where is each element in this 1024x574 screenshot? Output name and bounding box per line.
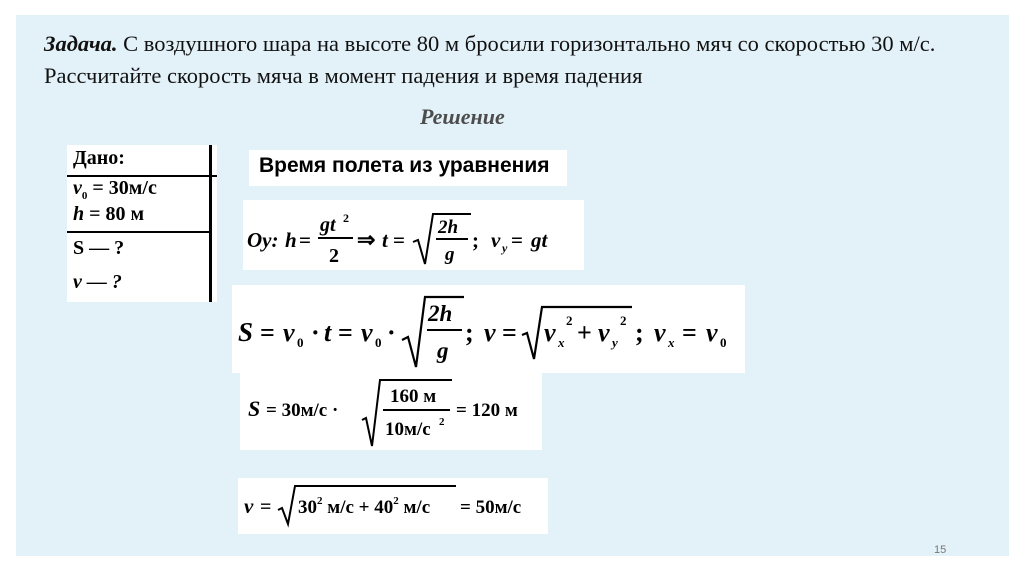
v0-symbol: v xyxy=(73,177,82,199)
eq2-y: y xyxy=(612,335,618,350)
equation-s-value xyxy=(240,372,542,450)
equation-oy xyxy=(243,200,584,270)
eq4-unit-b: м/с xyxy=(398,497,431,518)
eq1-vy: v xyxy=(491,228,501,252)
page-number: 15 xyxy=(934,544,947,556)
eq1-t: t xyxy=(382,228,388,252)
h-symbol: h xyxy=(73,203,85,225)
task-label: Задача. xyxy=(44,31,118,56)
eq1-eq3: = xyxy=(511,228,523,252)
eq1-sup: 2 xyxy=(343,211,349,225)
eq2-v: v xyxy=(484,318,496,347)
solution-heading: Решение xyxy=(420,104,505,129)
eq2-eq4: = xyxy=(682,318,697,347)
eq1-vy-sub: y xyxy=(502,241,508,255)
eq2-v0: v xyxy=(283,318,295,347)
eq1-rad-num: 2h xyxy=(438,217,459,238)
eq3-rhs: = 120 м xyxy=(456,400,518,421)
h-value: = 80 м xyxy=(89,203,145,225)
equation-oy-svg xyxy=(243,200,584,270)
eq1-num: gt xyxy=(320,214,336,236)
equation-s-value-svg xyxy=(240,372,542,450)
eq2-eq: = xyxy=(260,318,275,347)
eq2-dot2: · xyxy=(387,318,396,347)
eq1-den: 2 xyxy=(329,245,339,267)
eq2-s: S xyxy=(238,317,254,347)
find-s: S — ? xyxy=(73,237,125,259)
eq4-eq: = xyxy=(260,496,272,518)
eq3-den-sup: 2 xyxy=(439,416,445,428)
find-v: v — ? xyxy=(73,271,122,293)
eq4-rhs: = 50м/с xyxy=(460,497,522,518)
eq2-eq3: = xyxy=(502,318,517,347)
eq1-h: h xyxy=(285,228,297,252)
eq4-unit-a: м/с + xyxy=(322,497,375,518)
flight-time-label: Время полета из уравнения xyxy=(249,150,567,186)
v0-sub: 0 xyxy=(81,190,88,202)
v0-value: = 30м/с xyxy=(92,177,157,199)
given-block xyxy=(67,145,217,302)
eq2-rad-num: 2h xyxy=(428,301,453,326)
eq4-sup-a: 2 xyxy=(317,495,323,507)
eq2-t: t xyxy=(324,318,332,347)
given-header: Дано: xyxy=(73,147,125,169)
eq3-den: 10м/с xyxy=(385,419,431,440)
eq2-vy: v xyxy=(598,318,610,347)
eq2-two-b: 2 xyxy=(620,313,627,328)
eq2-sub0: 0 xyxy=(297,335,304,350)
eq2-vx2: v xyxy=(654,318,666,347)
eq1-eq: = xyxy=(299,228,311,252)
given-vertical-rule xyxy=(209,145,212,302)
eq2-v0b: v xyxy=(361,318,373,347)
eq2-plus: + xyxy=(577,318,592,347)
equation-s-v xyxy=(232,285,745,373)
eq2-sub0c: 0 xyxy=(720,335,727,350)
given-rule-2 xyxy=(67,231,212,233)
eq2-vx: v xyxy=(544,318,556,347)
eq2-dot: · xyxy=(311,318,320,347)
eq3-s: S xyxy=(248,396,261,421)
equation-s-v-svg xyxy=(232,285,745,373)
task-text: С воздушного шара на высоте 80 м бросили горизонтально мяч со скоростью 30 м/с. Рассчитайте скорость мяча в момент падения и время падения xyxy=(44,31,936,88)
eq2-x: x xyxy=(558,335,565,350)
eq1-arrow: ⇒ xyxy=(357,227,376,252)
eq1-semi: ; xyxy=(472,228,479,252)
eq1-gt: gt xyxy=(531,228,548,252)
eq3-lhs: = 30м/с · xyxy=(266,400,339,421)
eq2-x2: x xyxy=(668,335,675,350)
given-v0 xyxy=(73,177,157,202)
eq1-oy: Oy: xyxy=(247,228,279,252)
eq2-v0c: v xyxy=(706,318,718,347)
eq4-v: v xyxy=(244,494,254,518)
eq2-two-a: 2 xyxy=(566,313,573,328)
eq4-expression xyxy=(298,495,430,518)
eq2-sub0b: 0 xyxy=(375,335,382,350)
task-statement xyxy=(44,28,964,92)
eq4-b: 40 xyxy=(374,497,394,518)
eq2-rad-den: g xyxy=(437,338,449,363)
eq1-eq2: = xyxy=(393,228,405,252)
eq4-sup-b: 2 xyxy=(393,495,399,507)
eq2-eq2: = xyxy=(338,318,353,347)
eq2-semi: ; xyxy=(465,318,474,347)
equation-v-value-svg xyxy=(238,478,548,534)
eq1-rad-den: g xyxy=(445,244,455,265)
eq3-num: 160 м xyxy=(390,386,437,407)
eq4-a: 30 xyxy=(298,497,317,518)
equation-v-value xyxy=(238,478,548,534)
given-h xyxy=(73,203,144,226)
eq2-semi2: ; xyxy=(635,318,644,347)
